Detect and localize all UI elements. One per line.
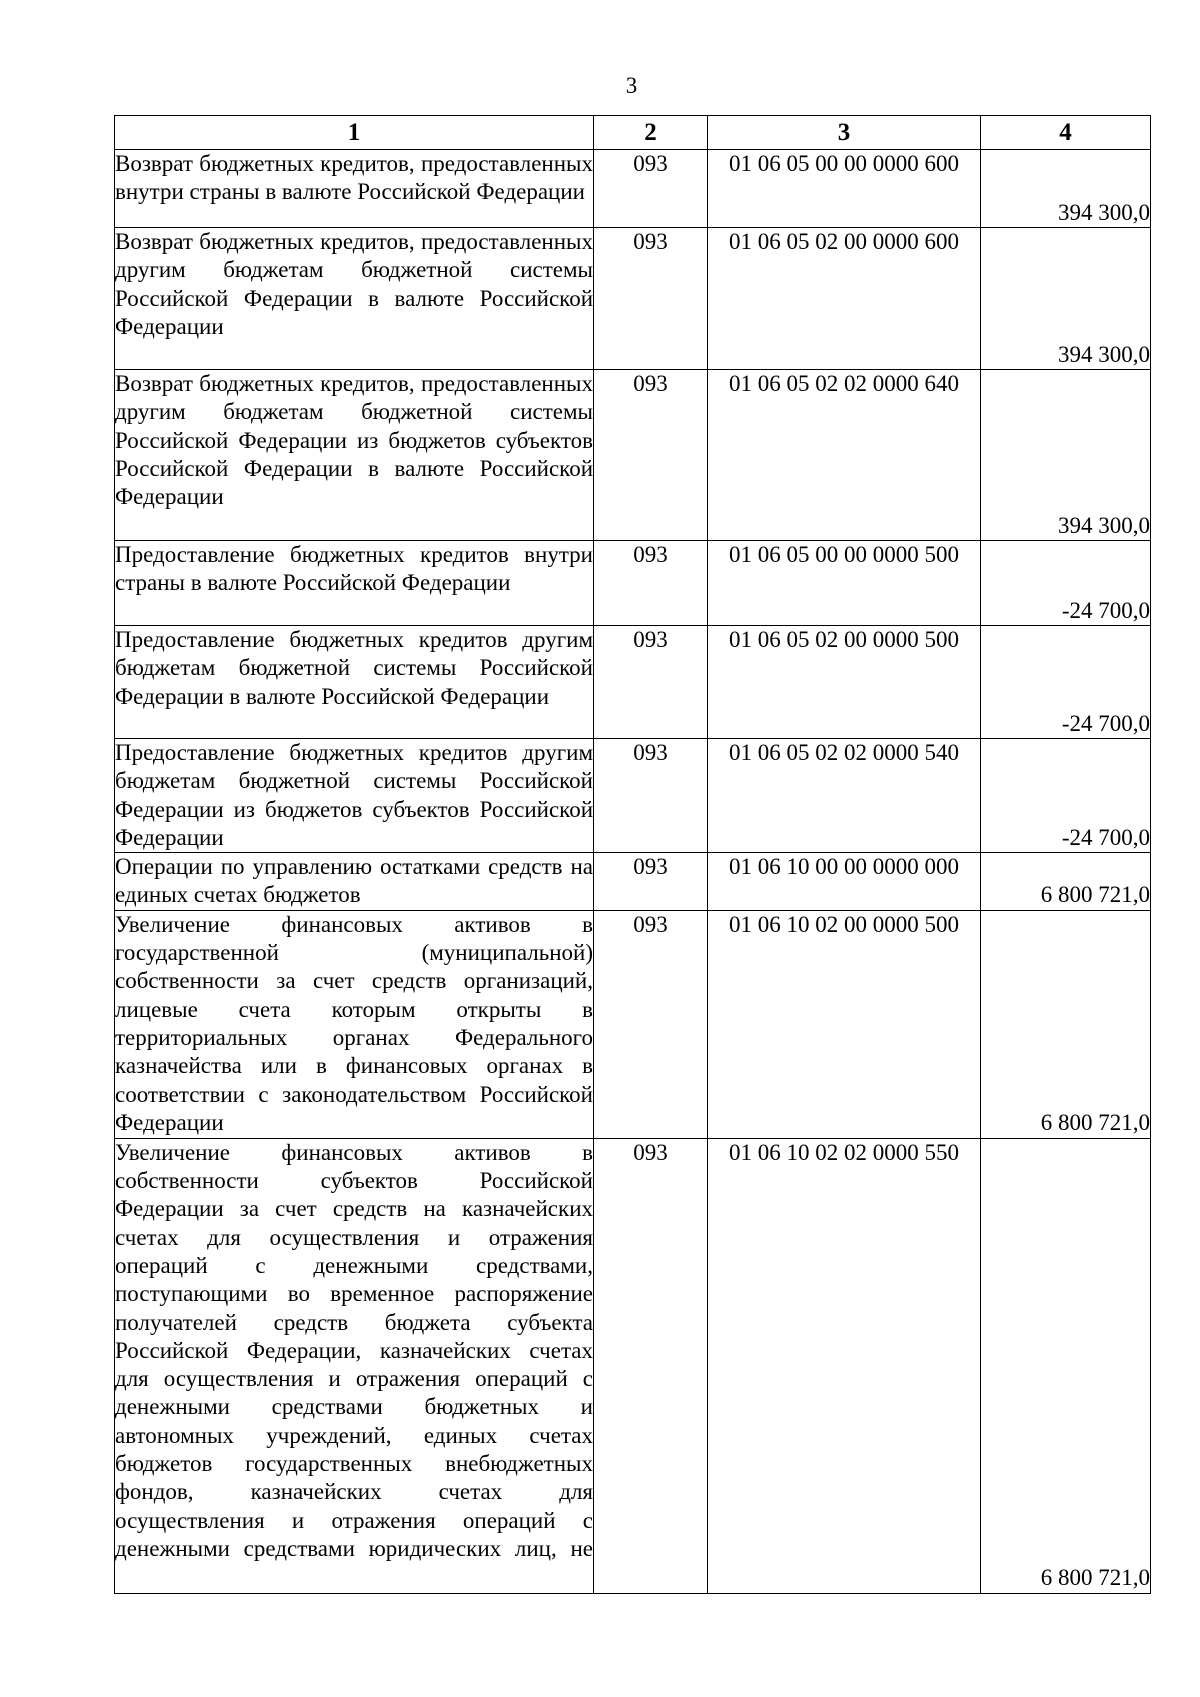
table-row	[115, 150, 1151, 228]
row-name: Предоставление бюджетных кредитов другим бюджетам бюджетной системы Российской Федерации в валюте Российской Федерации	[115, 626, 594, 739]
row-admin-code: 093	[594, 370, 708, 541]
table-row	[115, 541, 1151, 626]
table-row	[115, 370, 1151, 541]
row-admin-code: 093	[594, 626, 708, 739]
table-header-row	[115, 116, 1151, 150]
row-admin-code: 093	[594, 853, 708, 911]
row-amount: -24 700,0	[981, 739, 1151, 853]
row-name: Возврат бюджетных кредитов, предоставленных другим бюджетам бюджетной системы Российской Федерации из бюджетов субъектов Российской Федерации в валюте Российской Федерации	[115, 370, 594, 541]
row-budget-code: 01 06 10 00 00 0000 000	[708, 853, 981, 911]
row-amount: 394 300,0	[981, 150, 1151, 228]
row-name: Возврат бюджетных кредитов, предоставленных внутри страны в валюте Российской Федерации	[115, 150, 594, 228]
table-row	[115, 1138, 1151, 1593]
row-admin-code: 093	[594, 228, 708, 370]
row-admin-code: 093	[594, 541, 708, 626]
row-amount: 6 800 721,0	[981, 853, 1151, 911]
column-header-3: 3	[708, 116, 981, 150]
row-admin-code: 093	[594, 739, 708, 853]
row-name: Предоставление бюджетных кредитов другим бюджетам бюджетной системы Российской Федерации из бюджетов субъектов Российской Федерации	[115, 739, 594, 853]
row-amount: 6 800 721,0	[981, 1138, 1151, 1593]
row-name: Предоставление бюджетных кредитов внутри страны в валюте Российской Федерации	[115, 541, 594, 626]
table-row	[115, 626, 1151, 739]
column-header-1: 1	[115, 116, 594, 150]
row-amount: 394 300,0	[981, 228, 1151, 370]
row-amount: -24 700,0	[981, 541, 1151, 626]
row-admin-code: 093	[594, 910, 708, 1138]
row-name: Возврат бюджетных кредитов, предоставленных другим бюджетам бюджетной системы Российской Федерации в валюте Российской Федерации	[115, 228, 594, 370]
row-budget-code: 01 06 05 02 02 0000 640	[708, 370, 981, 541]
row-name: Увеличение финансовых активов в государственной (муниципальной) собственности за счет средств организаций, лицевые счета которым открыты в территориальных органах Федерального казначейства или в финансовых органах в соответствии с законодательством Российской Федерации	[115, 910, 594, 1138]
row-budget-code: 01 06 05 02 02 0000 540	[708, 739, 981, 853]
table-row	[115, 228, 1151, 370]
row-admin-code: 093	[594, 1138, 708, 1593]
row-amount: 394 300,0	[981, 370, 1151, 541]
column-header-4: 4	[981, 116, 1151, 150]
row-amount: 6 800 721,0	[981, 910, 1151, 1138]
row-budget-code: 01 06 10 02 00 0000 500	[708, 910, 981, 1138]
row-budget-code: 01 06 05 02 00 0000 500	[708, 626, 981, 739]
row-amount: -24 700,0	[981, 626, 1151, 739]
table-row	[115, 739, 1151, 853]
row-budget-code: 01 06 05 00 00 0000 600	[708, 150, 981, 228]
row-admin-code: 093	[594, 150, 708, 228]
column-header-2: 2	[594, 116, 708, 150]
budget-sources-table	[114, 115, 1151, 1594]
row-budget-code: 01 06 05 00 00 0000 500	[708, 541, 981, 626]
page-number: 3	[625, 73, 638, 98]
row-budget-code: 01 06 10 02 02 0000 550	[708, 1138, 981, 1593]
row-name: Операции по управлению остатками средств на единых счетах бюджетов	[115, 853, 594, 911]
row-name: Увеличение финансовых активов в собственности субъектов Российской Федерации за счет средств на казначейских счетах для осуществления и отражения операций с денежными средствами, поступающими во временное распоряжение получателей средств бюджета субъекта Российской Федерации, казначейских счетах для осуществления и отражения операций с денежными средствами бюджетных и автономных учреждений, единых счетах бюджетов государственных внебюджетных фондов, казначейских счетах для осуществления и отражения операций с денежными средствами юридических лиц, не	[115, 1138, 594, 1593]
table-row	[115, 853, 1151, 911]
row-budget-code: 01 06 05 02 00 0000 600	[708, 228, 981, 370]
table-row	[115, 910, 1151, 1138]
